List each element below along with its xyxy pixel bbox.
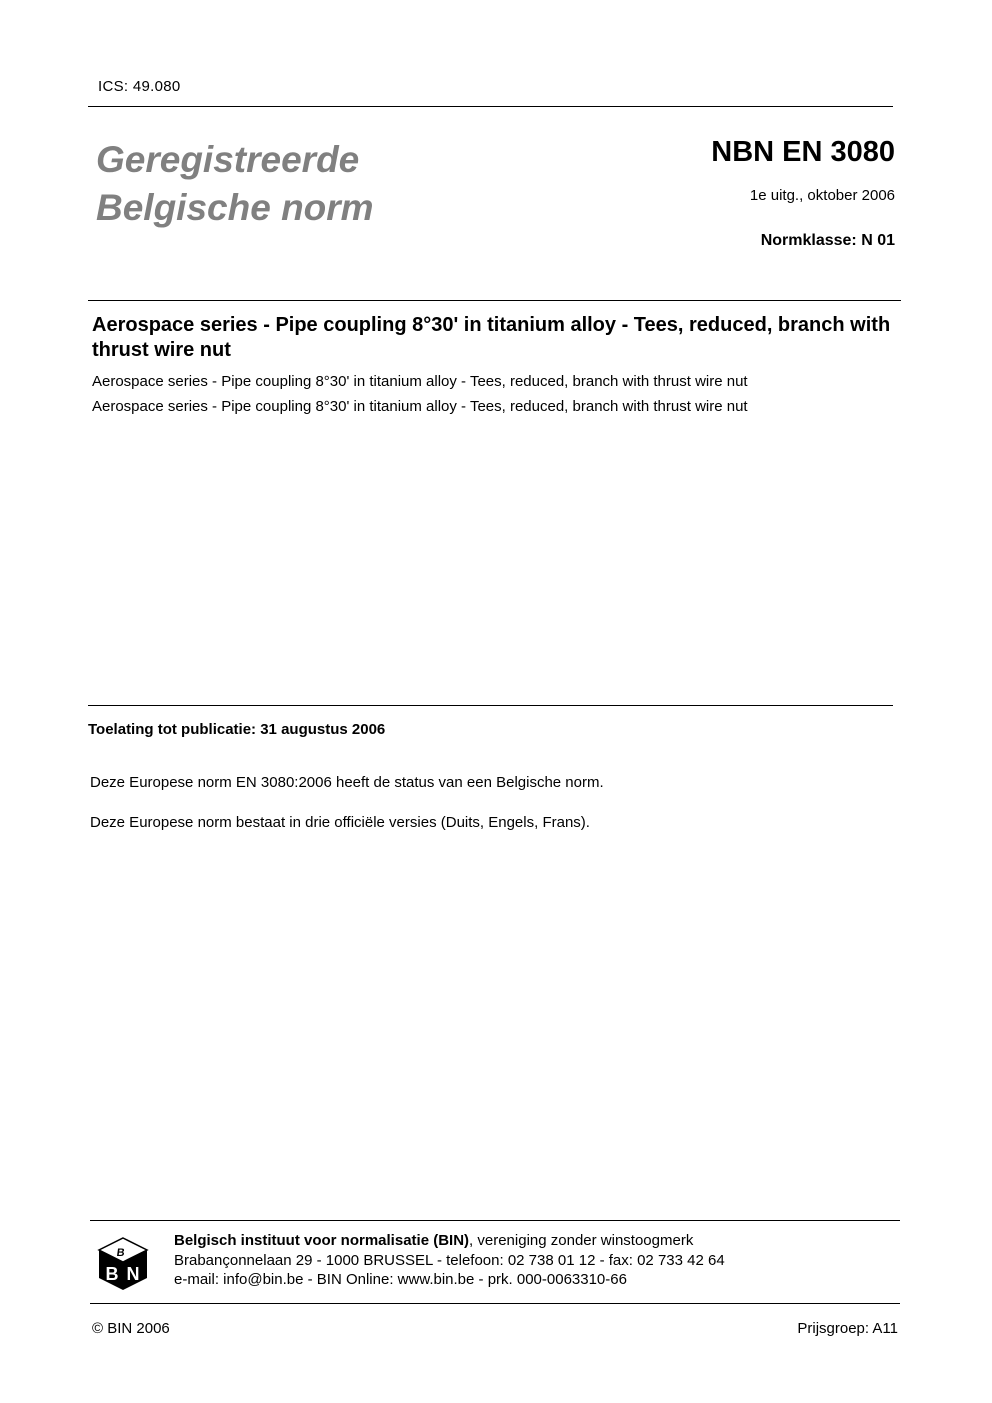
svg-text:B: B: [105, 1264, 119, 1284]
price-group: Prijsgroep: A11: [797, 1320, 898, 1337]
title-divider: [88, 300, 901, 301]
title-line-1: Geregistreerde: [96, 139, 360, 180]
edition-info: 1e uitg., oktober 2006: [749, 187, 895, 204]
alt-title-1: Aerospace series - Pipe coupling 8°30' in titanium alloy - Tees, reduced, branch with thrust wire nut: [92, 373, 748, 390]
ics-code: ICS: 49.080: [98, 78, 181, 95]
svg-text:B: B: [115, 1247, 126, 1259]
bottom-divider: [90, 1303, 900, 1304]
org-type: , vereniging zonder winstoogmerk: [469, 1232, 694, 1249]
approval-date: Toelating tot publicatie: 31 augustus 2006: [88, 721, 386, 738]
title-line-2: Belgische norm: [96, 187, 374, 228]
org-contact: e-mail: info@bin.be - BIN Online: www.bin.be - prk. 000-0063310-66: [174, 1271, 627, 1288]
org-name: Belgisch instituut voor normalisatie (BIN): [174, 1232, 470, 1249]
page-title: [96, 136, 374, 232]
norm-class: Normklasse: N 01: [760, 232, 895, 249]
standard-number: NBN EN 3080: [711, 136, 895, 168]
svg-text:N: N: [126, 1264, 140, 1284]
versions-paragraph: Deze Europese norm bestaat in drie officiële versies (Duits, Engels, Frans).: [90, 814, 590, 831]
alt-title-2: Aerospace series - Pipe coupling 8°30' in titanium alloy - Tees, reduced, branch with thrust wire nut: [92, 398, 748, 415]
top-divider: [88, 106, 893, 107]
footer-divider: [90, 1220, 900, 1221]
status-paragraph: Deze Europese norm EN 3080:2006 heeft de status van een Belgische norm.: [90, 774, 604, 791]
org-line: [174, 1232, 693, 1249]
bin-logo: [97, 1236, 149, 1292]
body-divider: [88, 705, 893, 706]
english-title: Aerospace series - Pipe coupling 8°30' in titanium alloy - Tees, reduced, branch with thrust wire nut: [92, 314, 891, 361]
copyright: © BIN 2006: [92, 1320, 170, 1337]
org-address: Brabançonnelaan 29 - 1000 BRUSSEL - telefoon: 02 738 01 12 - fax: 02 733 42 64: [174, 1252, 725, 1269]
